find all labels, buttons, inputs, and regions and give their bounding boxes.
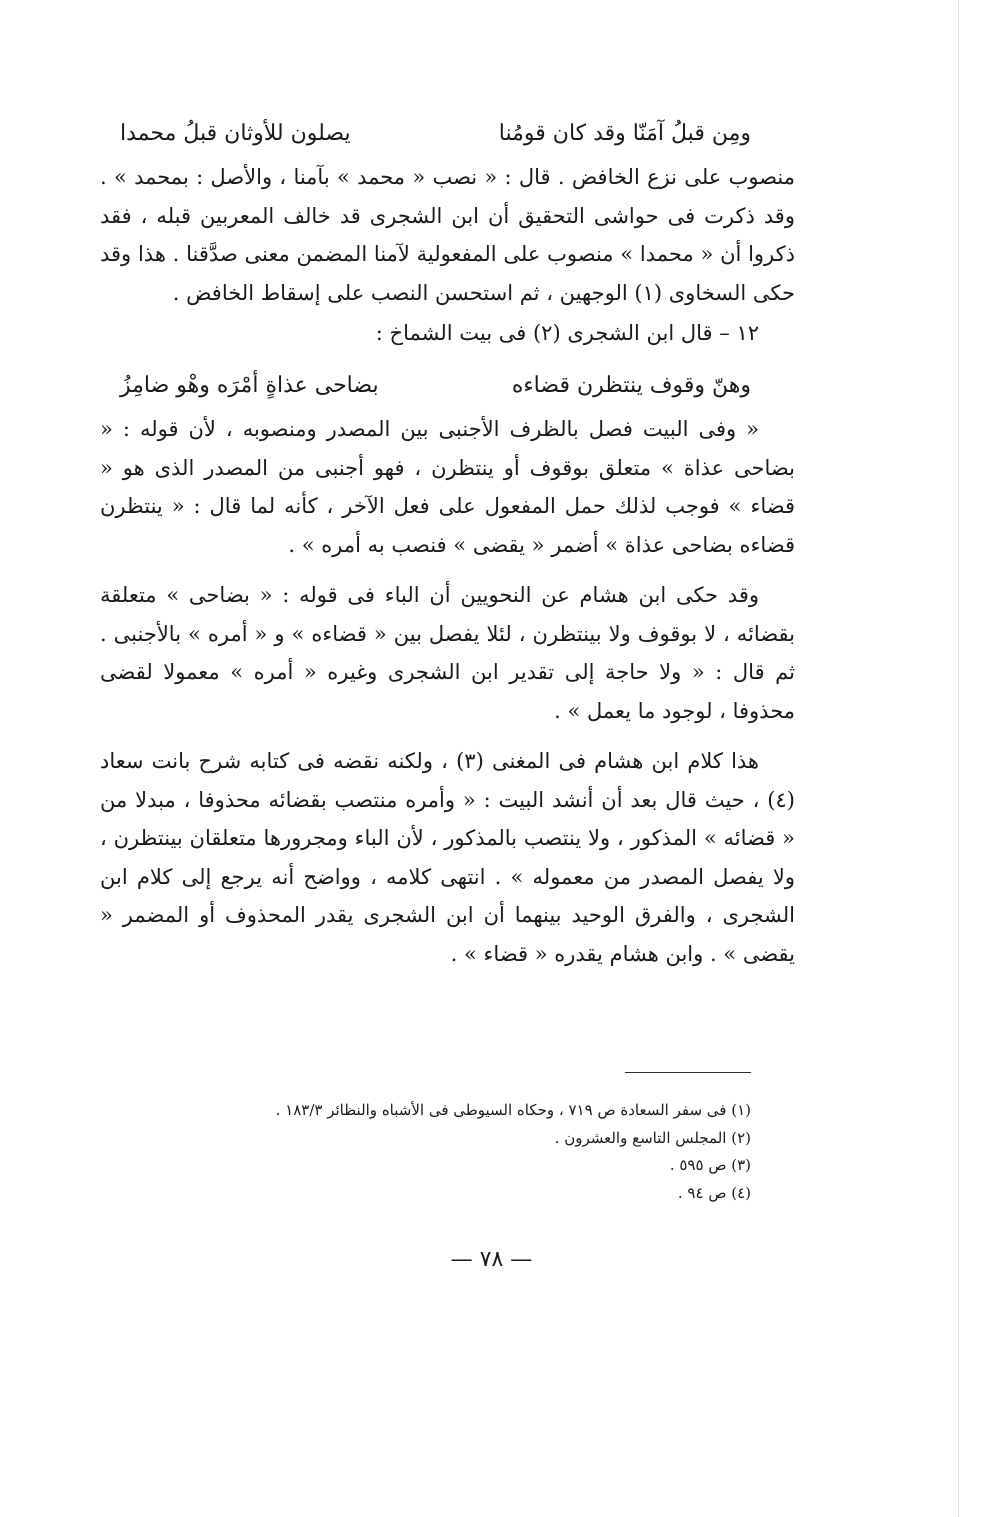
verse-2-hemistich-b: بضاحى عذاةٍ أمْرَه وهْو ضامِزُ xyxy=(120,373,379,398)
page-number: — ٧٨ — xyxy=(450,1247,533,1272)
paragraph-3: وقد حكى ابن هشام عن النحويين أن الباء فى قوله : « بضاحى » متعلقة بقضائه ، لا بوقوف ولا بينتظرن ، لئلا يفصل بين « قضاءه » و « أمره » بالأجنبى . ثم قال : « ولا حاجة إلى تقدير ابن الشجرى وغيره « أمره » معمولا لقضى محذوفا ، لوجود ما يعمل » . xyxy=(100,583,795,723)
footnote-divider xyxy=(625,1072,751,1073)
main-text xyxy=(100,110,795,973)
paragraph-1: منصوب على نزع الخافض . قال : « نصب « محمد » بآمنا ، والأصل : بمحمد » . وقد ذكرت فى حواشى التحقيق أن ابن الشجرى قد خالف المعربين قبله ، فقد ذكروا أن « محمدا » منصوب على المفعولية لآمنا المضمن معنى صدَّقنا . هذا وقد حكى السخاوى (١) الوجهين ، ثم استحسن النصب على إسقاط الخافض . xyxy=(100,165,795,305)
verse-line-1 xyxy=(100,110,795,158)
verse-line-2 xyxy=(100,362,795,410)
scan-edge-line xyxy=(957,0,959,1517)
footnotes xyxy=(100,1097,751,1207)
verse-2-hemistich-a: وهنّ وقوف ينتظرن قضاءه xyxy=(511,373,751,398)
verse-1-hemistich-b: يصلون للأوثان قبلُ محمدا xyxy=(120,121,351,146)
footnote-2: (٢) المجلس التاسع والعشرون . xyxy=(554,1128,751,1147)
verse-1-hemistich-a: ومِن قبلُ آمَنّا وقد كان قومُنا xyxy=(498,121,751,146)
paragraph-4: هذا كلام ابن هشام فى المغنى (٣) ، ولكنه نقضه فى كتابه شرح بانت سعاد (٤) ، حيث قال بعد أن أنشد البيت : « وأمره منتصب بقضائه محذوفا ، مبدلا من « قضائه » المذكور ، ولا ينتصب بالمذكور ، لأن الباء ومجرورها متعلقان بينتظرن ، ولا يفصل المصدر من معموله » . انتهى كلامه ، وواضح أنه يرجع إلى كلام ابن الشجرى ، والفرق الوحيد بينهما أن ابن الشجرى يقدر المحذوف أو المضمر « يقضى » . وابن هشام يقدره « قضاء » . xyxy=(100,749,795,966)
footnote-4: (٤) ص ٩٤ . xyxy=(677,1183,751,1202)
footnote-3: (٣) ص ٥٩٥ . xyxy=(669,1156,751,1174)
section-heading-12: ١٢ – قال ابن الشجرى (٢) فى بيت الشماخ : xyxy=(375,321,759,345)
paragraph-2: « وفى البيت فصل بالظرف الأجنبى بين المصدر ومنصوبه ، لأن قوله : « بضاحى عذاة » متعلق بوقوف أو ينتظرن ، فهو أجنبى من المصدر الذى هو « قضاء » فوجب لذلك حمل المفعول على فعل الآخر ، كأنه لما قال : « ينتظرن قضاءه بضاحى عذاة » أضمر « يقضى » فنصب به أمره » . xyxy=(100,417,795,557)
footnote-1: (١) فى سفر السعادة ص ٧١٩ ، وحكاه السيوطى فى الأشباه والنظائر ١٨٣/٣ . xyxy=(275,1101,751,1119)
